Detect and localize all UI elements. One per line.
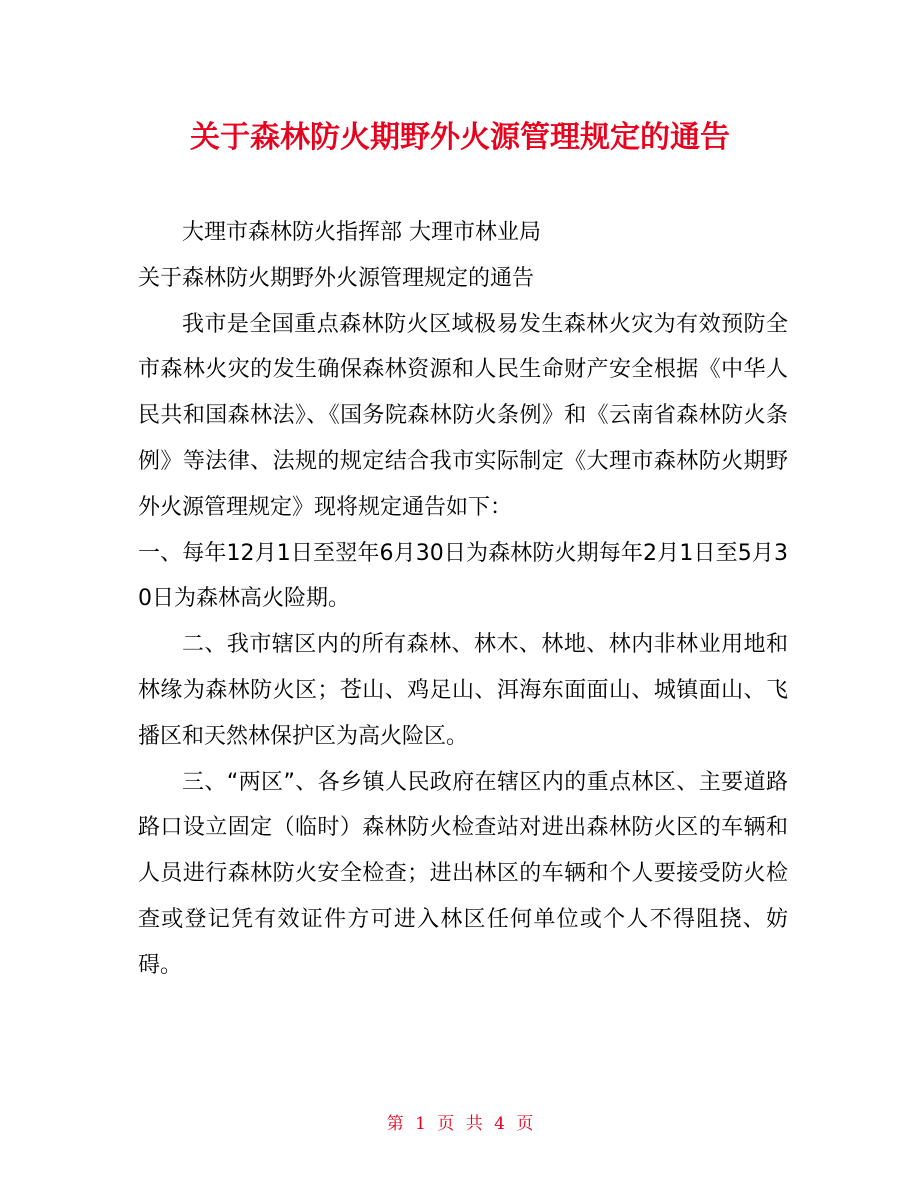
page-indicator: 第 1 页 共 4 页 [386,1114,534,1134]
paragraph-item-3: 三、“两区”、各乡镇人民政府在辖区内的重点林区、主要道路路口设立固定（临时）森林防火检查站对进出森林防火区的车辆和人员进行森林防火安全检查；进出林区的车辆和个人要接受防火检查或登记凭有效证件方可进入林区任何单位或个人不得阻挠、妨碍。 [138,769,788,978]
issuer-line: 大理市森林防火指挥部 大理市林业局 [182,220,541,245]
subtitle-line: 关于森林防火期野外火源管理规定的通告 [138,265,535,291]
document-body [138,210,788,989]
paragraph-item-2: 二、我市辖区内的所有森林、林木、林地、林内非林业用地和林缘为森林防火区；苍山、鸡足山、洱海东面面山、城镇面山、飞播区和天然林保护区为高火险区。 [138,632,788,749]
document-title: 关于森林防火期野外火源管理规定的通告 [190,120,730,155]
paragraph-intro: 我市是全国重点森林防火区域极易发生森林火灾为有效预防全市森林火灾的发生确保森林资源和人民生命财产安全根据《中华人民共和国森林法》、《国务院森林防火条例》和《云南省森林防火条例》等法律、法规的规定结合我市实际制定《大理市森林防火期野外火源管理规定》现将规定通告如下： [138,311,788,520]
paragraph-item-1: 一、每年12月1日至翌年6月30日为森林防火期每年2月1日至5月30日为森林高火险期。 [138,540,788,612]
